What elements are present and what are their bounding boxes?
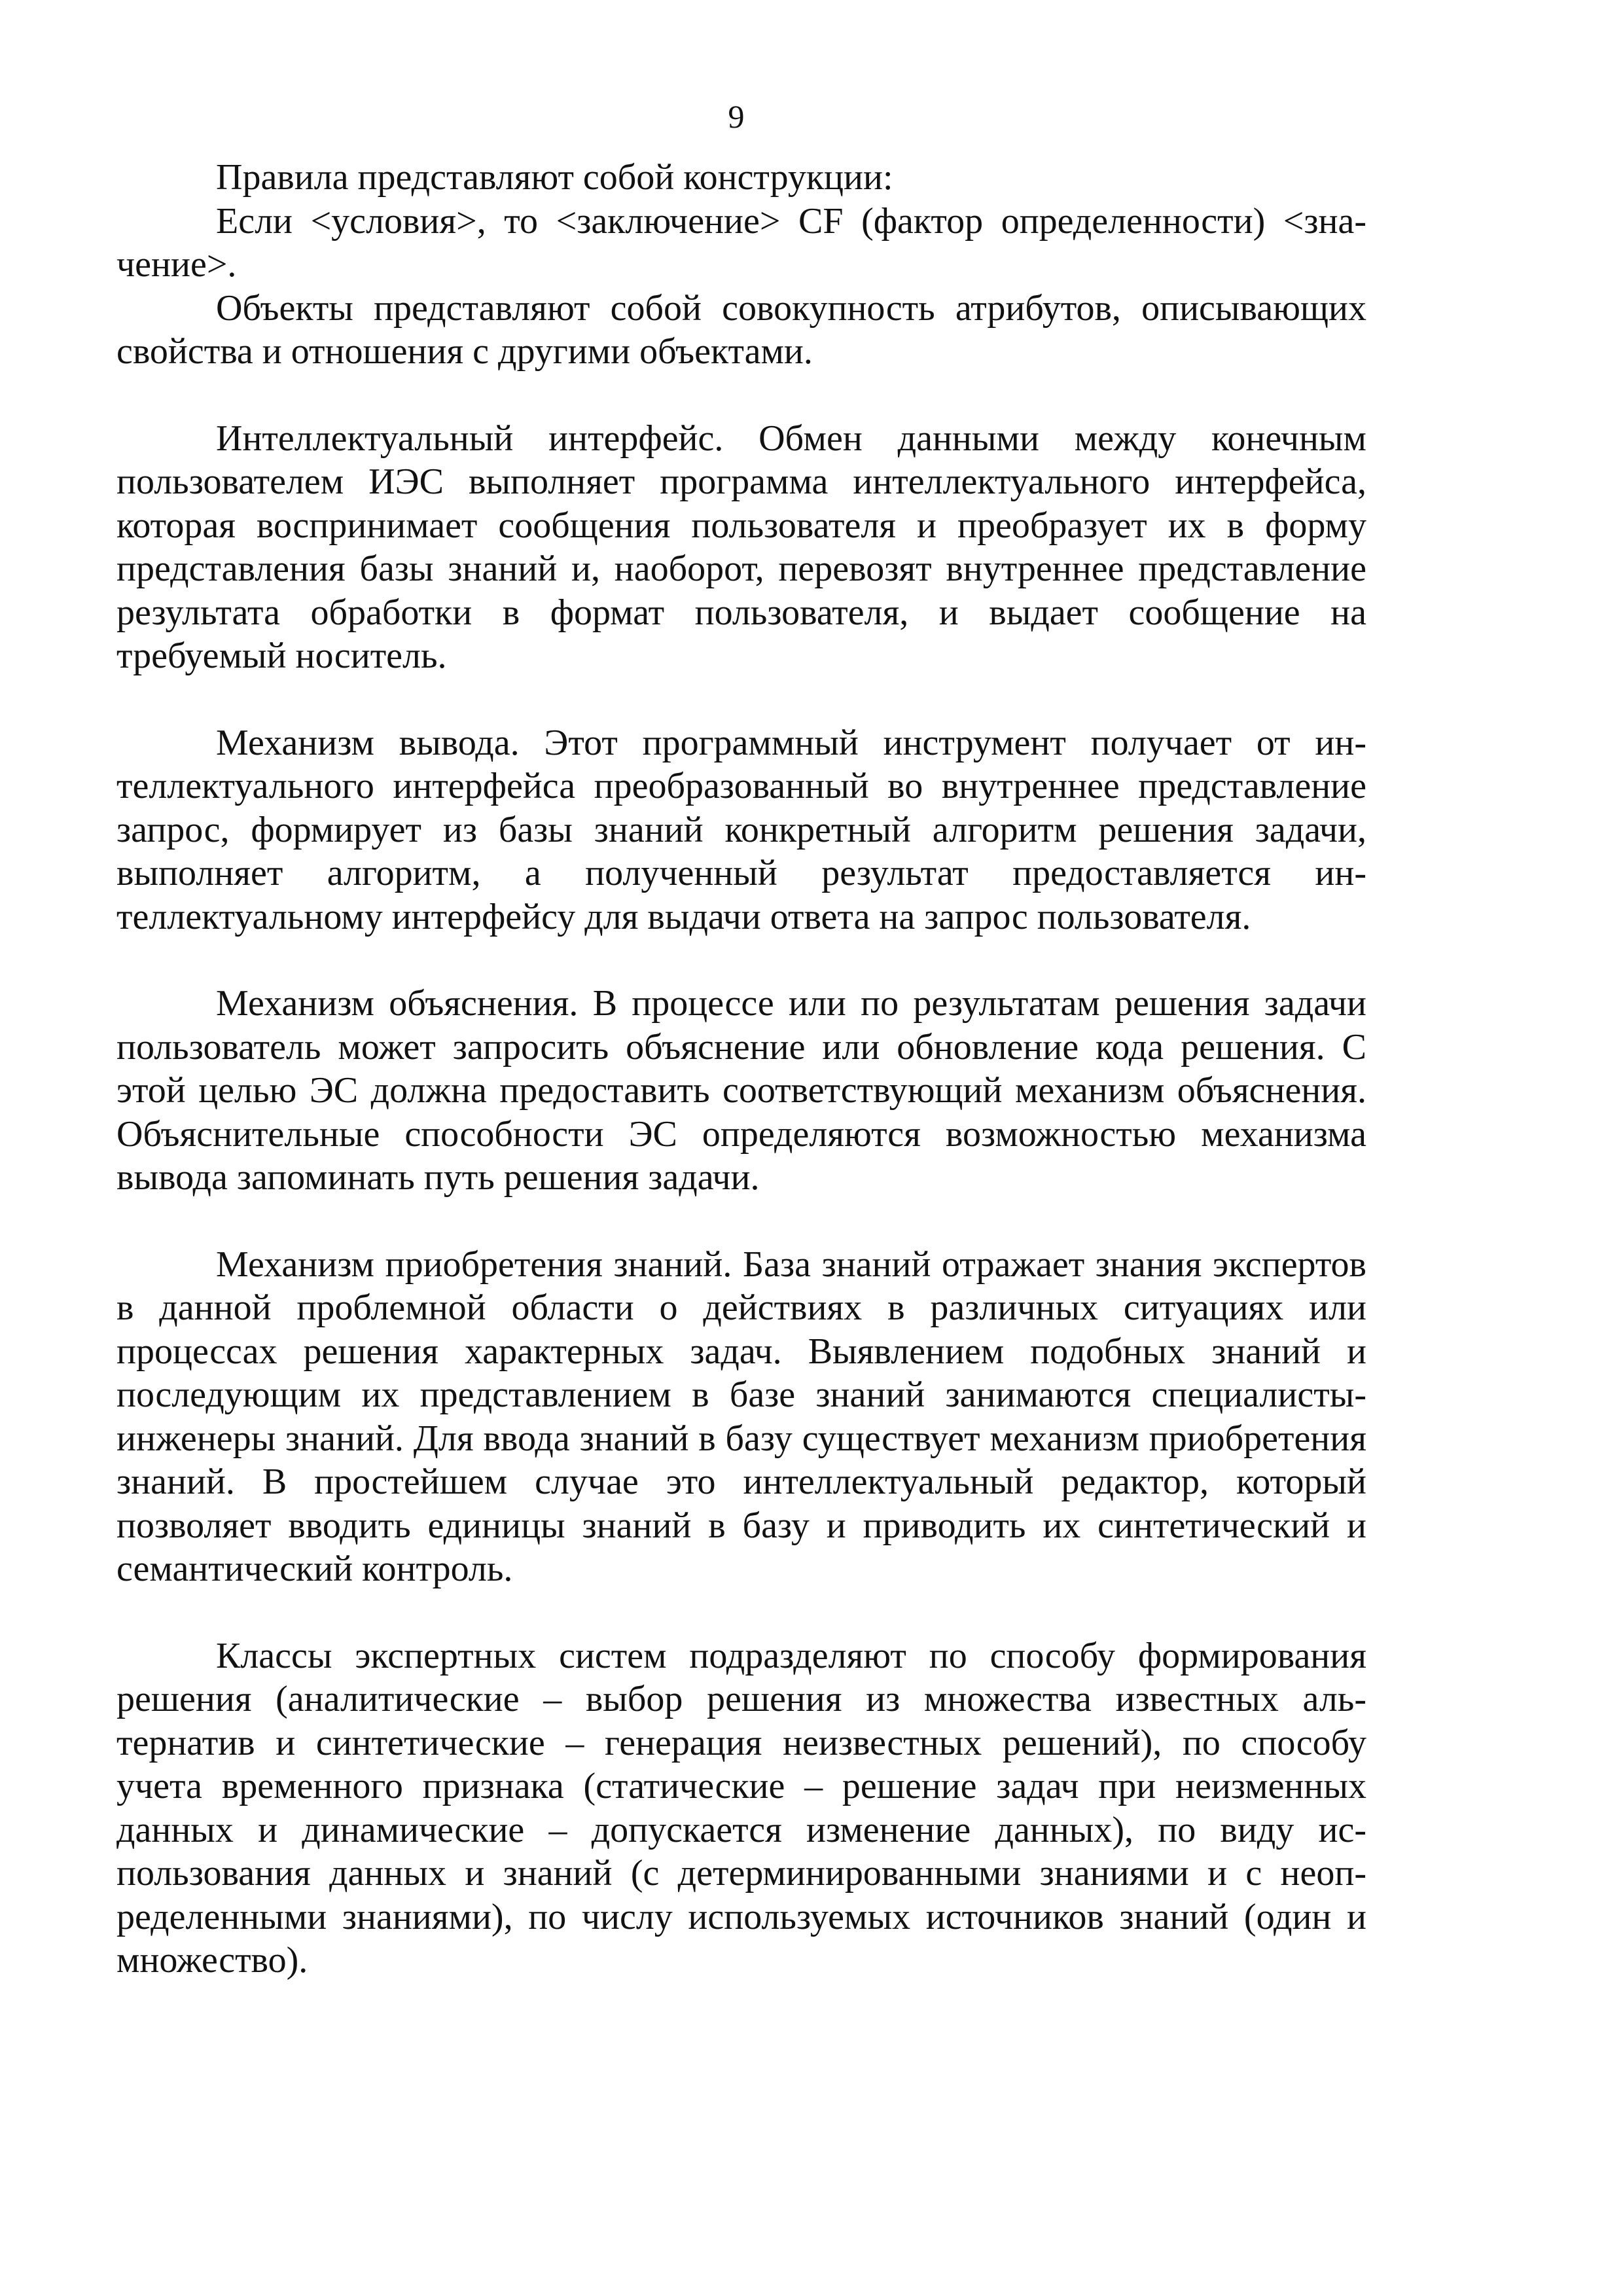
- paragraph-rule-format: Если <условия>, то <заключение> CF (фактор определенности) <значение>.: [116, 200, 1366, 285]
- paragraph-intelligent-interface: Интеллектуальный интерфейс. Обмен данными между конечным пользователем ИЭС выполняет программа интеллектуального интерфейса, которая воспринимает сообщения пользователя и преобразует их в форму представления базы знаний и, наоборот, перевозят внутреннее представление результата обработки в формат пользователя, и выдает сообщение на требуемый носитель.: [116, 418, 1366, 676]
- paragraph-expert-system-classes: Классы экспертных систем подразделяют по способу формирования решения (аналитические – выбор решения из множества известных альтернатив и синтетические – генерация неизвестных решений), по способу учета временного признака (статические – решение задач при неизменных данных и динамические – допускается изменение данных), по виду использования данных и знаний (с детерминированными знаниями и с неопределенными знаниями), по числу используемых источников знаний (один и множество).: [116, 1635, 1366, 1981]
- paragraph-knowledge-acquisition: Механизм приобретения знаний. База знаний отражает знания экспертов в данной проблемной области о действиях в различных ситуациях или процессах решения характерных задач. Выявлением подобных знаний и последующим их представлением в базе знаний занимаются специалисты-инженеры знаний. Для ввода знаний в базу существует механизм приобретения знаний. В простейшем случае это интеллектуальный редактор, который позволяет вводить единицы знаний в базу и приводить их синтетический и семантический контроль.: [116, 1244, 1366, 1589]
- paragraph-objects: Объекты представляют собой совокупность атрибутов, описывающих свойства и отношения с другими объектами.: [116, 287, 1366, 372]
- paragraph-inference-engine: Механизм вывода. Этот программный инструмент получает от интеллектуального интерфейса преобразованный во внутреннее представление запрос, формирует из базы знаний конкретный алгоритм решения задачи, выполняет алгоритм, а полученный результат предоставляется интеллектуальному интерфейсу для выдачи ответа на запрос пользователя.: [116, 722, 1366, 937]
- paragraph-explanation-mechanism: Механизм объяснения. В процессе или по результатам решения задачи пользователь может запросить объяснение или обновление кода решения. С этой целью ЭС должна предоставить соответствующий механизм объяснения. Объяснительные способности ЭС определяются возможностью механизма вывода запоминать путь решения задачи.: [116, 983, 1366, 1198]
- body-text: [116, 156, 1366, 1982]
- page-number: 9: [728, 98, 745, 135]
- paragraph-rules-intro: Правила представляют собой конструкции:: [216, 157, 893, 198]
